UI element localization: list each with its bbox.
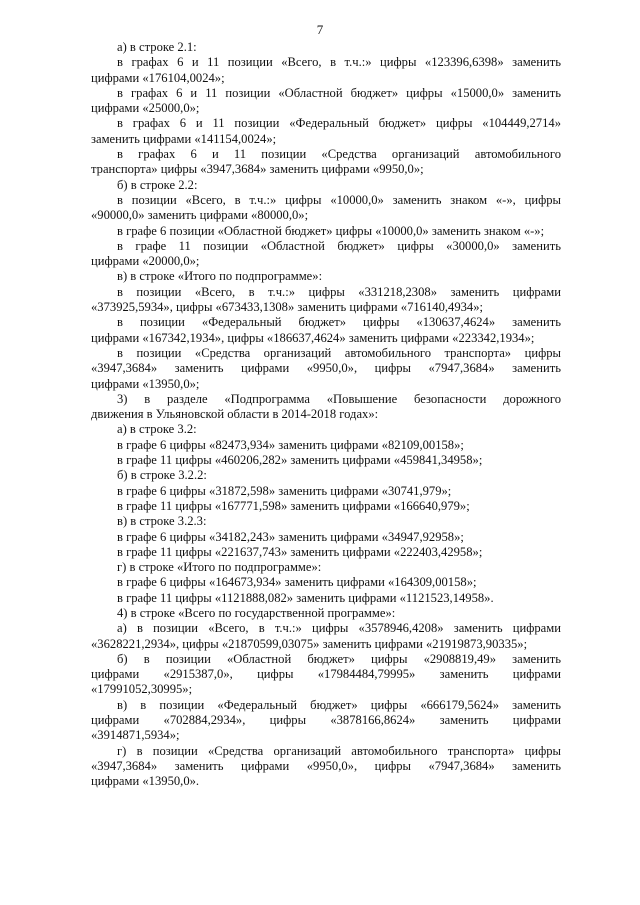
text-line: «17991052,30995»; [91, 682, 193, 697]
text-line: движения в Ульяновской области в 2014-2018 годах»: [91, 407, 379, 422]
text-line: а) в позиции «Всего, в т.ч.:» цифры «3578946,4208» заменить цифрами [117, 621, 561, 636]
text-line: в графе 6 цифры «34182,243» заменить цифрами «34947,92958»; [117, 529, 464, 544]
text-line: б) в строке 3.2.2: [117, 468, 207, 483]
text-line: цифрами «2915387,0», цифры «17984484,79995» заменить цифрами [91, 667, 561, 682]
document-body [91, 40, 561, 790]
text-line: в) в строке 3.2.3: [117, 514, 207, 529]
text-line: в графе 6 позиции «Областной бюджет» цифры «10000,0» заменить знаком «-»; [117, 223, 545, 238]
text-line: в графе 11 цифры «221637,743» заменить цифрами «222403,42958»; [117, 544, 483, 559]
text-line: цифрами «167342,1934», цифры «186637,4624» заменить цифрами «223342,1934»; [91, 330, 535, 345]
text-line: в графе 6 цифры «82473,934» заменить цифрами «82109,00158»; [117, 437, 464, 452]
text-line: в графах 6 и 11 позиции «Областной бюджет» цифры «15000,0» заменить [117, 85, 561, 100]
text-line: транспорта» цифры «3947,3684» заменить цифрами «9950,0»; [91, 162, 424, 177]
text-line: 3) в разделе «Подпрограмма «Повышение безопасности дорожного [117, 391, 561, 406]
text-line: в графе 6 цифры «164673,934» заменить цифрами «164309,00158»; [117, 575, 477, 590]
text-line: «90000,0» заменить цифрами «80000,0»; [91, 208, 309, 223]
text-line: «3947,3684» заменить цифрами «9950,0», цифры «7947,3684» заменить [91, 361, 561, 376]
text-line: 4) в строке «Всего по государственной программе»: [117, 605, 396, 620]
text-line: в графе 11 позиции «Областной бюджет» цифры «30000,0» заменить [117, 238, 561, 253]
text-line: а) в строке 3.2: [117, 422, 197, 437]
text-line: в графе 6 цифры «31872,598» заменить цифрами «30741,979»; [117, 483, 452, 498]
text-line: цифрами «702884,2934», цифры «3878166,8624» заменить цифрами [91, 713, 561, 728]
text-line: в) в строке «Итого по подпрограмме»: [117, 269, 323, 284]
text-line: г) в позиции «Средства организаций автомобильного транспорта» цифры [117, 743, 561, 758]
text-line: б) в позиции «Областной бюджет» цифры «2908819,49» заменить [117, 651, 561, 666]
text-line: «3914871,5934»; [91, 728, 180, 743]
text-line: «3947,3684» заменить цифрами «9950,0», цифры «7947,3684» заменить [91, 758, 561, 773]
text-line: в позиции «Всего, в т.ч.:» цифры «10000,0» заменить знаком «-», цифры [117, 192, 561, 207]
page-number: 7 [316, 22, 324, 37]
text-line: в графах 6 и 11 позиции «Федеральный бюджет» цифры «104449,2714» [117, 116, 561, 131]
text-line: в графе 11 цифры «1121888,082» заменить цифрами «1121523,14958». [117, 590, 494, 605]
text-line: цифрами «176104,0024»; [91, 70, 225, 85]
text-line: цифрами «20000,0»; [91, 254, 200, 269]
text-line: цифрами «25000,0»; [91, 101, 200, 116]
text-line: «3628221,2934», цифры «21870599,03075» заменить цифрами «21919873,90335»; [91, 636, 528, 651]
text-line: в позиции «Средства организаций автомобильного транспорта» цифры [117, 345, 561, 360]
text-line: «373925,5934», цифры «673433,1308» заменить цифрами «716140,4934»; [91, 300, 484, 315]
text-line: в) в позиции «Федеральный бюджет» цифры «666179,5624» заменить [117, 697, 561, 712]
text-line: цифрами «13950,0». [91, 774, 200, 789]
text-line: в позиции «Федеральный бюджет» цифры «130637,4624» заменить [117, 315, 561, 330]
text-line: г) в строке «Итого по подпрограмме»: [117, 560, 322, 575]
text-line: б) в строке 2.2: [117, 177, 198, 192]
text-line: в графе 11 цифры «167771,598» заменить цифрами «166640,979»; [117, 498, 470, 513]
text-line: а) в строке 2.1: [117, 40, 197, 54]
text-line: в графах 6 и 11 позиции «Всего, в т.ч.:» цифры «123396,6398» заменить [117, 55, 561, 70]
text-line: в позиции «Всего, в т.ч.:» цифры «331218,2308» заменить цифрами [117, 284, 561, 299]
text-line: в графах 6 и 11 позиции «Средства организаций автомобильного [117, 147, 561, 162]
text-line: в графе 11 цифры «460206,282» заменить цифрами «459841,34958»; [117, 453, 483, 468]
text-line: заменить цифрами «141154,0024»; [91, 131, 277, 146]
text-line: цифрами «13950,0»; [91, 376, 200, 391]
